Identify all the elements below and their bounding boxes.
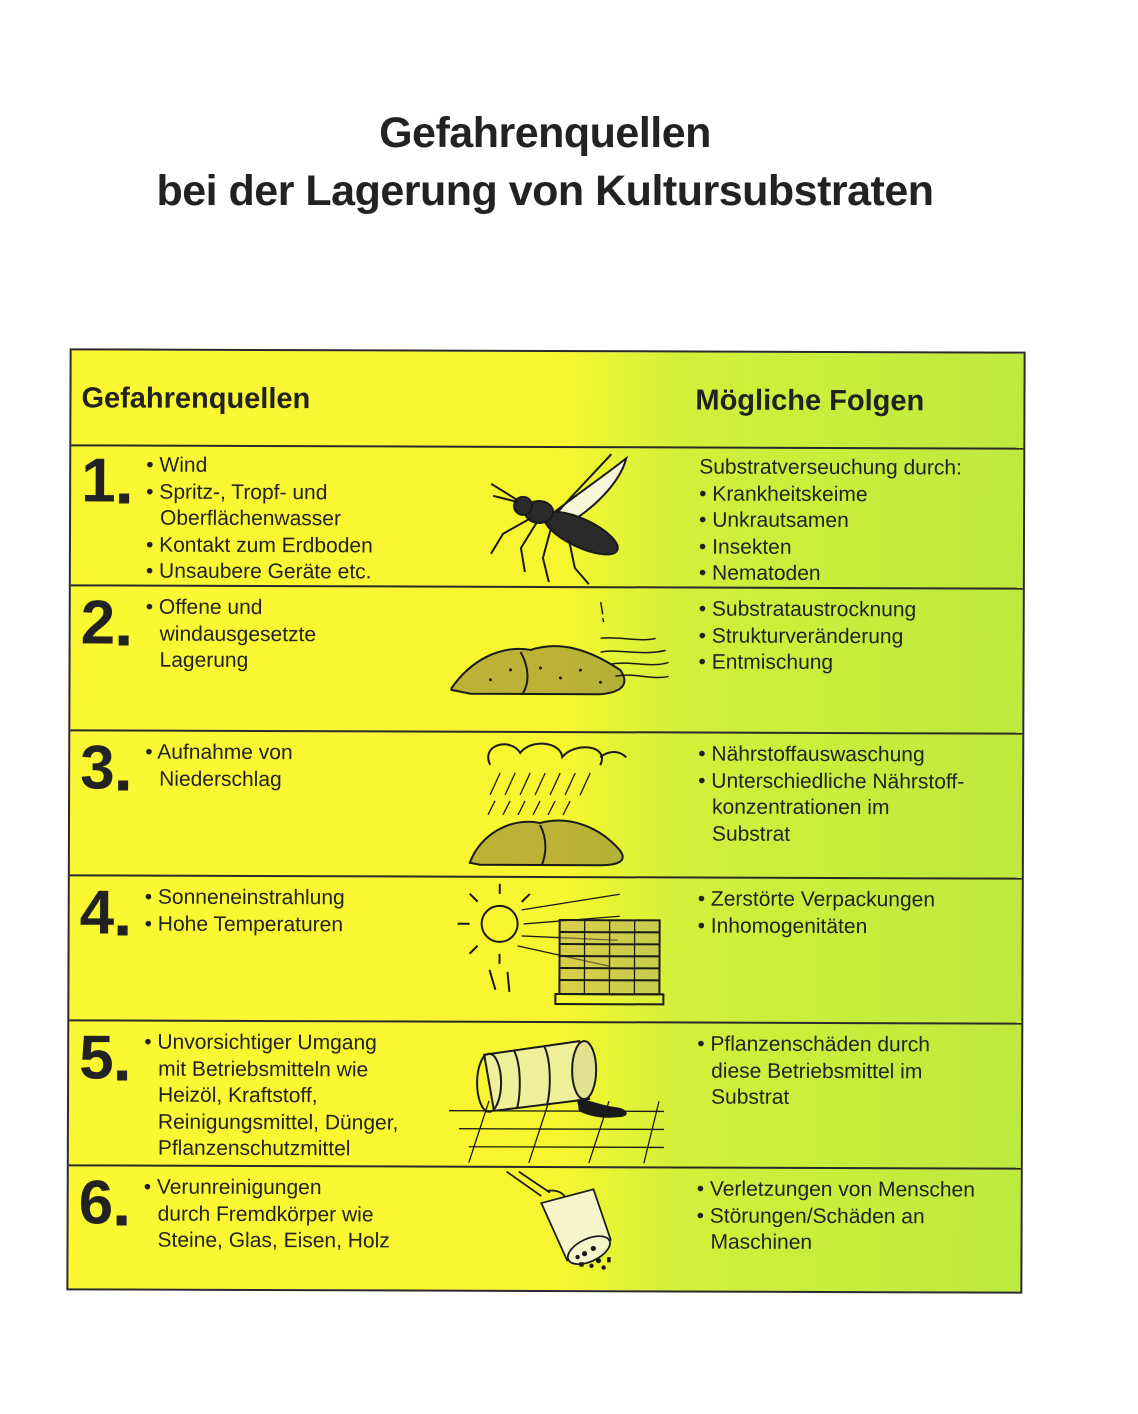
- list-item: Niederschlag: [159, 767, 282, 791]
- list-item: Substrat: [710, 1085, 790, 1109]
- list-item: Heizöl, Kraftstoff,: [158, 1083, 318, 1108]
- possible-consequences: [699, 455, 1019, 589]
- list-item: • Nährstoffauswaschung: [698, 742, 925, 767]
- table-row: [68, 1166, 1020, 1293]
- list-item: konzentrationen im: [712, 795, 890, 820]
- list-item: • Substrataustrocknung: [698, 597, 917, 622]
- table-row: [69, 876, 1022, 1024]
- hazard-sources: [143, 1175, 443, 1256]
- bucket-debris-icon: [448, 1170, 668, 1291]
- page-title: [0, 104, 1090, 220]
- list-item: • Entmischung: [698, 650, 834, 675]
- hazard-sources: [145, 885, 445, 939]
- list-item: • Inhomogenitäten: [697, 914, 868, 938]
- list-item: durch Fremdkörper wie: [157, 1202, 374, 1226]
- list-item: Oberflächenwasser: [160, 506, 342, 531]
- row-number: 2: [81, 588, 130, 658]
- list-item: windausgesetzte: [159, 622, 317, 646]
- hazard-sources: [146, 595, 446, 676]
- table-row: [69, 1021, 1022, 1169]
- list-item: Substratverseuchung durch:: [699, 455, 962, 480]
- list-item: • Nematoden: [698, 561, 821, 585]
- list-item: • Störungen/Schäden an: [696, 1204, 925, 1228]
- list-item: • Unvorsichtiger Umgang: [144, 1030, 377, 1055]
- possible-consequences: [697, 1032, 1017, 1113]
- possible-consequences: [696, 1177, 1016, 1258]
- row-number: 3: [80, 733, 129, 803]
- header-hazard-sources: Gefahrenquellen: [81, 382, 311, 416]
- list-item: • Aufnahme von: [145, 740, 293, 765]
- possible-consequences: [698, 887, 1018, 941]
- list-item: • Kontakt zum Erdboden: [145, 533, 373, 557]
- list-item: Steine, Glas, Eisen, Holz: [157, 1228, 390, 1253]
- hazard-sources: [144, 1030, 444, 1164]
- list-item: • Hohe Temperaturen: [144, 912, 344, 936]
- list-item: • Unkrautsamen: [699, 508, 849, 533]
- sun-pallet-icon: [449, 880, 669, 1019]
- windblown-heap-icon: [450, 590, 670, 729]
- list-item: • Insekten: [698, 535, 792, 559]
- list-item: • Spritz-, Tropf- und: [146, 480, 328, 504]
- list-item: Substrat: [711, 822, 791, 846]
- list-item: • Verunreinigungen: [143, 1175, 322, 1200]
- list-item: Reinigungsmittel, Dünger,: [157, 1110, 399, 1134]
- row-number: 6: [79, 1168, 128, 1238]
- hazard-table: [66, 348, 1025, 1293]
- list-item: • Unsaubere Geräte etc.: [145, 559, 372, 584]
- hazard-sources: [146, 453, 446, 587]
- row-number: 1: [81, 446, 130, 516]
- fly-icon: [451, 448, 671, 587]
- possible-consequences: [698, 742, 1018, 849]
- title-line-2: bei der Lagerung von Kultursubstraten: [156, 167, 934, 215]
- leaking-barrel-icon: [449, 1025, 669, 1164]
- list-item: Lagerung: [159, 648, 249, 672]
- list-item: Pflanzenschutzmittel: [157, 1136, 351, 1161]
- row-number: 4: [80, 878, 129, 948]
- possible-consequences: [699, 597, 1019, 678]
- list-item: • Krankheitskeime: [699, 482, 868, 506]
- header-possible-consequences: Mögliche Folgen: [695, 384, 925, 418]
- row-number: 5: [79, 1023, 128, 1093]
- list-item: • Unterschiedliche Nährstoff-: [698, 769, 965, 793]
- list-item: • Sonneneinstrahlung: [144, 885, 345, 910]
- title-line-1: Gefahrenquellen: [379, 109, 711, 157]
- list-item: • Wind: [146, 453, 208, 477]
- hazard-sources: [145, 740, 445, 794]
- table-row: [70, 731, 1023, 879]
- list-item: • Strukturveränderung: [698, 624, 904, 648]
- rain-cloud-heap-icon: [450, 735, 670, 874]
- list-item: Maschinen: [710, 1230, 813, 1254]
- list-item: mit Betriebsmitteln wie: [158, 1057, 369, 1081]
- list-item: • Offene und: [145, 595, 263, 620]
- table-row: [70, 586, 1023, 734]
- list-item: • Verletzungen von Menschen: [696, 1177, 975, 1202]
- table-header: [71, 350, 1023, 449]
- table-row: [71, 444, 1023, 589]
- list-item: • Pflanzenschäden durch: [697, 1032, 930, 1057]
- list-item: • Zerstörte Verpackungen: [697, 887, 936, 912]
- list-item: diese Betriebsmittel im: [711, 1059, 923, 1083]
